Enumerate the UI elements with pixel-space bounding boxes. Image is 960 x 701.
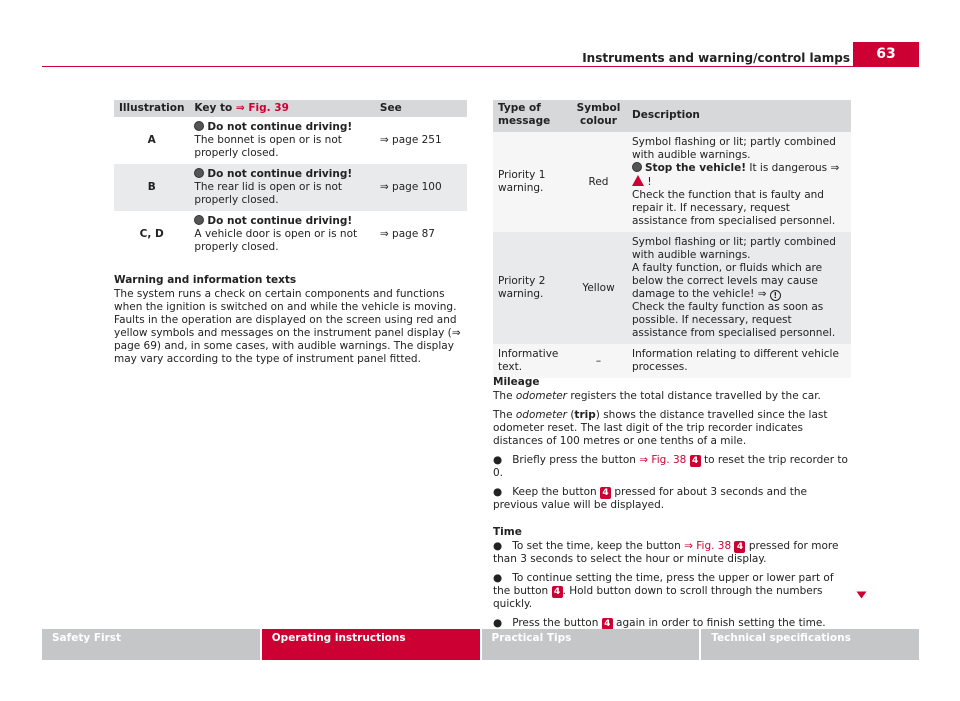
page-link[interactable]: ⇒ page 100: [375, 164, 467, 211]
row-colour: Yellow: [570, 232, 627, 344]
col-header-symbol: Symbol colour: [570, 100, 627, 132]
page-title: Instruments and warning/control lamps: [582, 51, 850, 65]
section-title-mileage: Mileage: [493, 376, 540, 388]
warning-triangle-icon: [632, 175, 644, 186]
row-colour: –: [570, 344, 627, 378]
footer-tab-operating-instructions[interactable]: Operating instructions: [262, 629, 480, 660]
page-link[interactable]: ⇒ page 251: [379, 134, 442, 146]
caution-icon: !: [770, 290, 781, 301]
col-header-description: Description: [627, 100, 851, 132]
table-row: [493, 132, 851, 232]
paragraph: The odometer (trip) shows the distance travelled since the last odometer reset. The last digit of the trip recorder indicates distances of 100 metres or one tenths of a mile.: [493, 409, 828, 447]
fig-link[interactable]: ⇒ Fig. 38: [639, 454, 687, 466]
page-number: 63: [853, 42, 919, 66]
col-header-illustration: Illustration: [114, 100, 189, 117]
page-header: [0, 0, 960, 72]
row-illustration: A: [147, 134, 156, 146]
table-row: [114, 117, 467, 164]
row-description: Symbol flashing or lit; partly combined with audible warnings. Stop the vehicle! It is dangerous ⇒ ! Check the function that is faulty and repair it. If necessary, request assistance from specialised personnel.: [627, 132, 851, 232]
message-table: [493, 100, 851, 378]
list-item: ● To set the time, keep the button ⇒ Fig. 38 4 pressed for more than 3 seconds to select the hour or minute display.: [493, 540, 839, 565]
left-body: [114, 274, 467, 366]
row-colour: Red: [570, 132, 627, 232]
footer-tab-technical-specifications[interactable]: Technical specifications: [701, 629, 919, 660]
row-type: Priority 1 warning.: [493, 132, 570, 232]
row-key: Do not continue driving! The bonnet is open or is not properly closed.: [194, 121, 353, 159]
row-illustration: C, D: [139, 228, 164, 240]
page-link[interactable]: ⇒ page 87: [379, 228, 435, 240]
indicator-table: [114, 100, 467, 258]
footer-nav: [42, 629, 919, 660]
left-column: [114, 100, 467, 372]
list-item: ● Briefly press the button ⇒ Fig. 38 4 to reset the trip recorder to 0.: [493, 454, 848, 479]
row-type: Informative text.: [493, 344, 570, 378]
paragraph: The odometer registers the total distance travelled by the car.: [493, 390, 821, 402]
row-key: Do not continue driving! The rear lid is open or is not properly closed.: [189, 164, 375, 211]
warning-lamp-icon: [194, 121, 204, 131]
list-item: ● Press the button 4 again in order to finish setting the time.: [493, 617, 826, 629]
fig-link[interactable]: ⇒ Fig. 39: [235, 102, 289, 114]
continue-arrow-icon: [857, 592, 867, 599]
warning-lamp-icon: [194, 168, 204, 178]
table-row: [114, 164, 467, 211]
row-description: Information relating to different vehicle processes.: [627, 344, 851, 378]
table-row: [493, 232, 851, 344]
header-divider: [42, 66, 919, 67]
right-body: [493, 362, 851, 636]
stop-lamp-icon: [632, 162, 642, 172]
footer-tab-safety-first[interactable]: Safety First: [42, 629, 260, 660]
right-column: [493, 100, 851, 629]
button-callout: 4: [552, 586, 563, 598]
warning-lamp-icon: [194, 215, 204, 225]
button-callout: 4: [602, 618, 613, 630]
footer-tab-practical-tips[interactable]: Practical Tips: [482, 629, 700, 660]
paragraph: The system runs a check on certain components and functions when the ignition is switched on and while the vehicle is moving. Faults in the operation are displayed on the screen using red and yellow symbols and messages on the instrument panel display (⇒ page 69) and, in some cases, with audible warnings. The display may vary according to the type of instrument panel fitted.: [114, 288, 461, 365]
row-type: Priority 2 warning.: [493, 232, 570, 344]
row-description: Symbol flashing or lit; partly combined with audible warnings. A faulty function, or fluids which are below the correct levels may cause damage to the vehicle! ⇒ ! Check the faulty function as soon as possible. If necessary, request assistance from specialised personnel.: [627, 232, 851, 344]
button-callout: 4: [690, 455, 701, 467]
col-header-key: Key to ⇒ Fig. 39: [189, 100, 375, 117]
list-item: ● Keep the button 4 pressed for about 3 seconds and the previous value will be displayed.: [493, 486, 807, 511]
list-item: ● To continue setting the time, press the upper or lower part of the button 4 . Hold button down to scroll through the numbers quickly.: [493, 572, 834, 610]
col-header-type: Type of message: [493, 100, 570, 132]
table-row: [114, 211, 467, 258]
col-header-see: See: [375, 100, 467, 117]
row-key: Do not continue driving! A vehicle door is open or is not properly closed.: [194, 215, 358, 253]
section-title-time: Time: [493, 526, 522, 538]
button-callout: 4: [734, 541, 745, 553]
row-illustration: B: [114, 164, 189, 211]
button-callout: 4: [600, 487, 611, 499]
section-title: Warning and information texts: [114, 274, 297, 286]
fig-link[interactable]: ⇒ Fig. 38: [684, 540, 732, 552]
